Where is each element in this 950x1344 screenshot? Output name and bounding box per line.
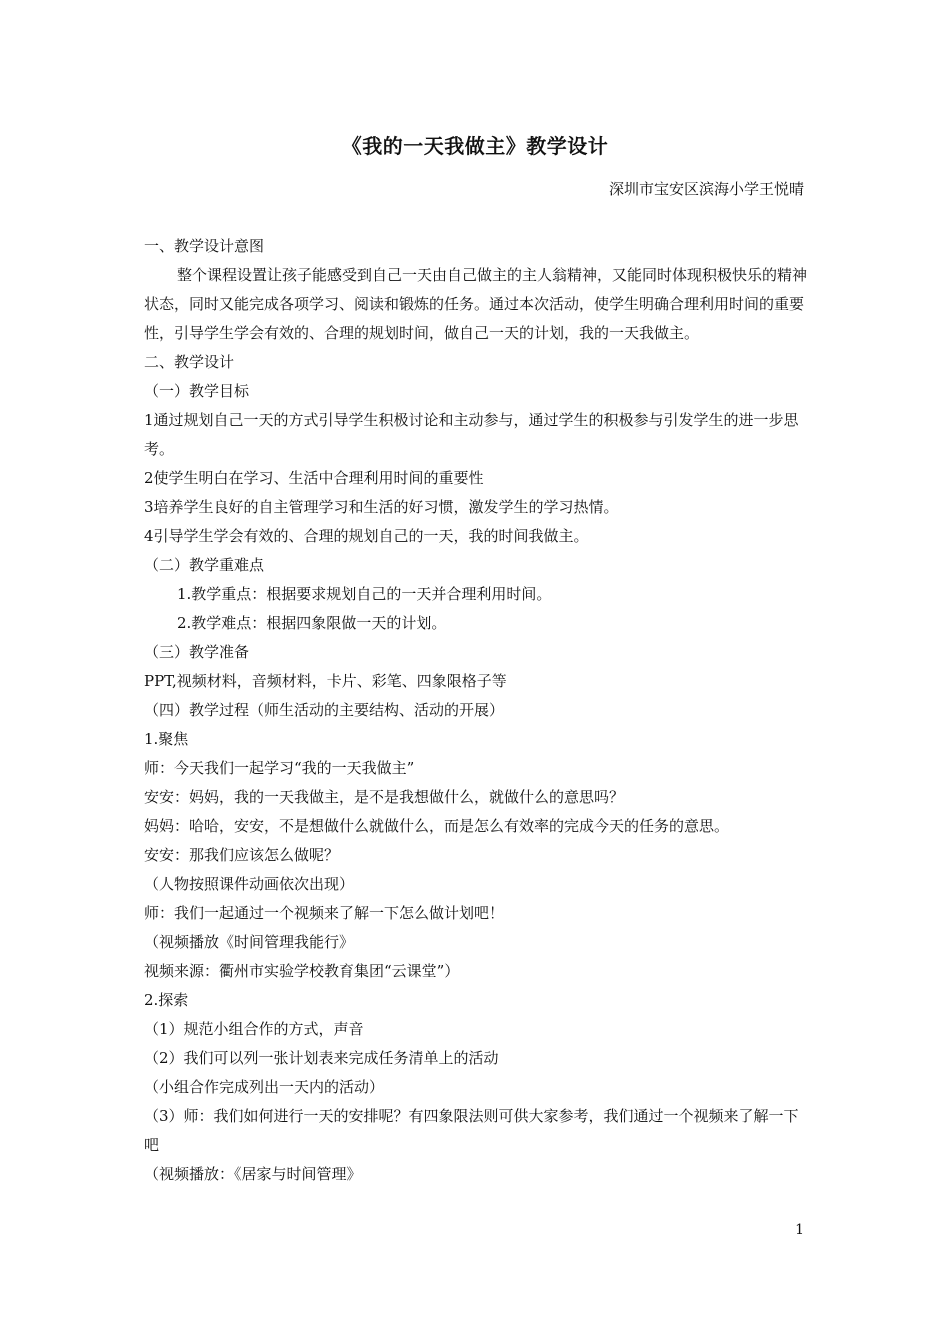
goal-item-4: 4引导学生学会有效的、合理的规划自己的一天，我的时间我做主。 bbox=[144, 527, 589, 545]
key-point-1: 1.教学重点：根据要求规划自己的一天并合理利用时间。 bbox=[177, 585, 552, 603]
explore-item-2: （2）我们可以列一张计划表来完成任务清单上的活动 bbox=[144, 1049, 499, 1067]
subheading-process: （四）教学过程（师生活动的主要结构、活动的开展） bbox=[144, 701, 505, 719]
step-focus: 1.聚焦 bbox=[144, 730, 189, 748]
explore-item-1: （1）规范小组合作的方式，声音 bbox=[144, 1020, 364, 1038]
dialogue-line-1: 师：今天我们一起学习“我的一天我做主” bbox=[144, 759, 415, 777]
preparation-text: PPT,视频材料，音频材料，卡片、彩笔、四象限格子等 bbox=[144, 672, 507, 690]
author-line: 深圳市宝安区滨海小学王悦晴 bbox=[608, 180, 804, 198]
explore-item-4: （3）师：我们如何进行一天的安排呢？有四象限法则可供大家参考，我们通过一个视频来了解一下吧 bbox=[144, 1107, 799, 1154]
explore-item-5: （视频播放：《居家与时间管理》 bbox=[144, 1165, 362, 1183]
goal-item-1: 1通过规划自己一天的方式引导学生积极讨论和主动参与，通过学生的积极参与引发学生的进一步思考。 bbox=[144, 411, 799, 458]
explore-item-3: （小组合作完成列出一天内的活动） bbox=[144, 1078, 385, 1096]
subheading-key-points: （二）教学重难点 bbox=[144, 556, 265, 574]
subheading-goals: （一）教学目标 bbox=[144, 382, 250, 400]
subheading-preparation: （三）教学准备 bbox=[144, 643, 250, 661]
intent-paragraph: 整个课程设置让孩子能感受到自己一天由自己做主的主人翁精神，又能同时体现积极快乐的精神状态，同时又能完成各项学习、阅读和锻炼的任务。通过本次活动，使学生明确合理利用时间的重要性，引导学生学会有效的、合理的规划时间，做自己一天的计划，我的一天我做主。 bbox=[144, 266, 808, 342]
goal-item-2: 2使学生明白在学习、生活中合理利用时间的重要性 bbox=[144, 469, 484, 487]
document-title: 《我的一天我做主》教学设计 bbox=[341, 134, 609, 158]
dialogue-line-5: （人物按照课件动画依次出现） bbox=[144, 875, 355, 893]
step-explore: 2.探索 bbox=[144, 991, 189, 1009]
key-point-2: 2.教学难点：根据四象限做一天的计划。 bbox=[177, 614, 447, 632]
dialogue-line-3: 妈妈：哈哈，安安，不是想做什么就做什么，而是怎么有效率的完成今天的任务的意思。 bbox=[144, 817, 730, 835]
dialogue-line-2: 安安：妈妈，我的一天我做主，是不是我想做什么，就做什么的意思吗？ bbox=[144, 788, 625, 806]
goal-item-3: 3培养学生良好的自主管理学习和生活的好习惯，激发学生的学习热情。 bbox=[144, 498, 619, 516]
dialogue-line-8: 视频来源：衢州市实验学校教育集团“云课堂”） bbox=[144, 962, 460, 980]
document-body bbox=[144, 232, 808, 1189]
section-heading-design: 二、教学设计 bbox=[144, 353, 235, 371]
dialogue-line-6: 师：我们一起通过一个视频来了解一下怎么做计划吧！ bbox=[144, 904, 505, 922]
page-number: 1 bbox=[795, 1222, 804, 1238]
section-heading-intent: 一、教学设计意图 bbox=[144, 237, 265, 255]
dialogue-line-7: （视频播放《时间管理我能行》 bbox=[144, 933, 355, 951]
dialogue-line-4: 安安：那我们应该怎么做呢？ bbox=[144, 846, 340, 864]
